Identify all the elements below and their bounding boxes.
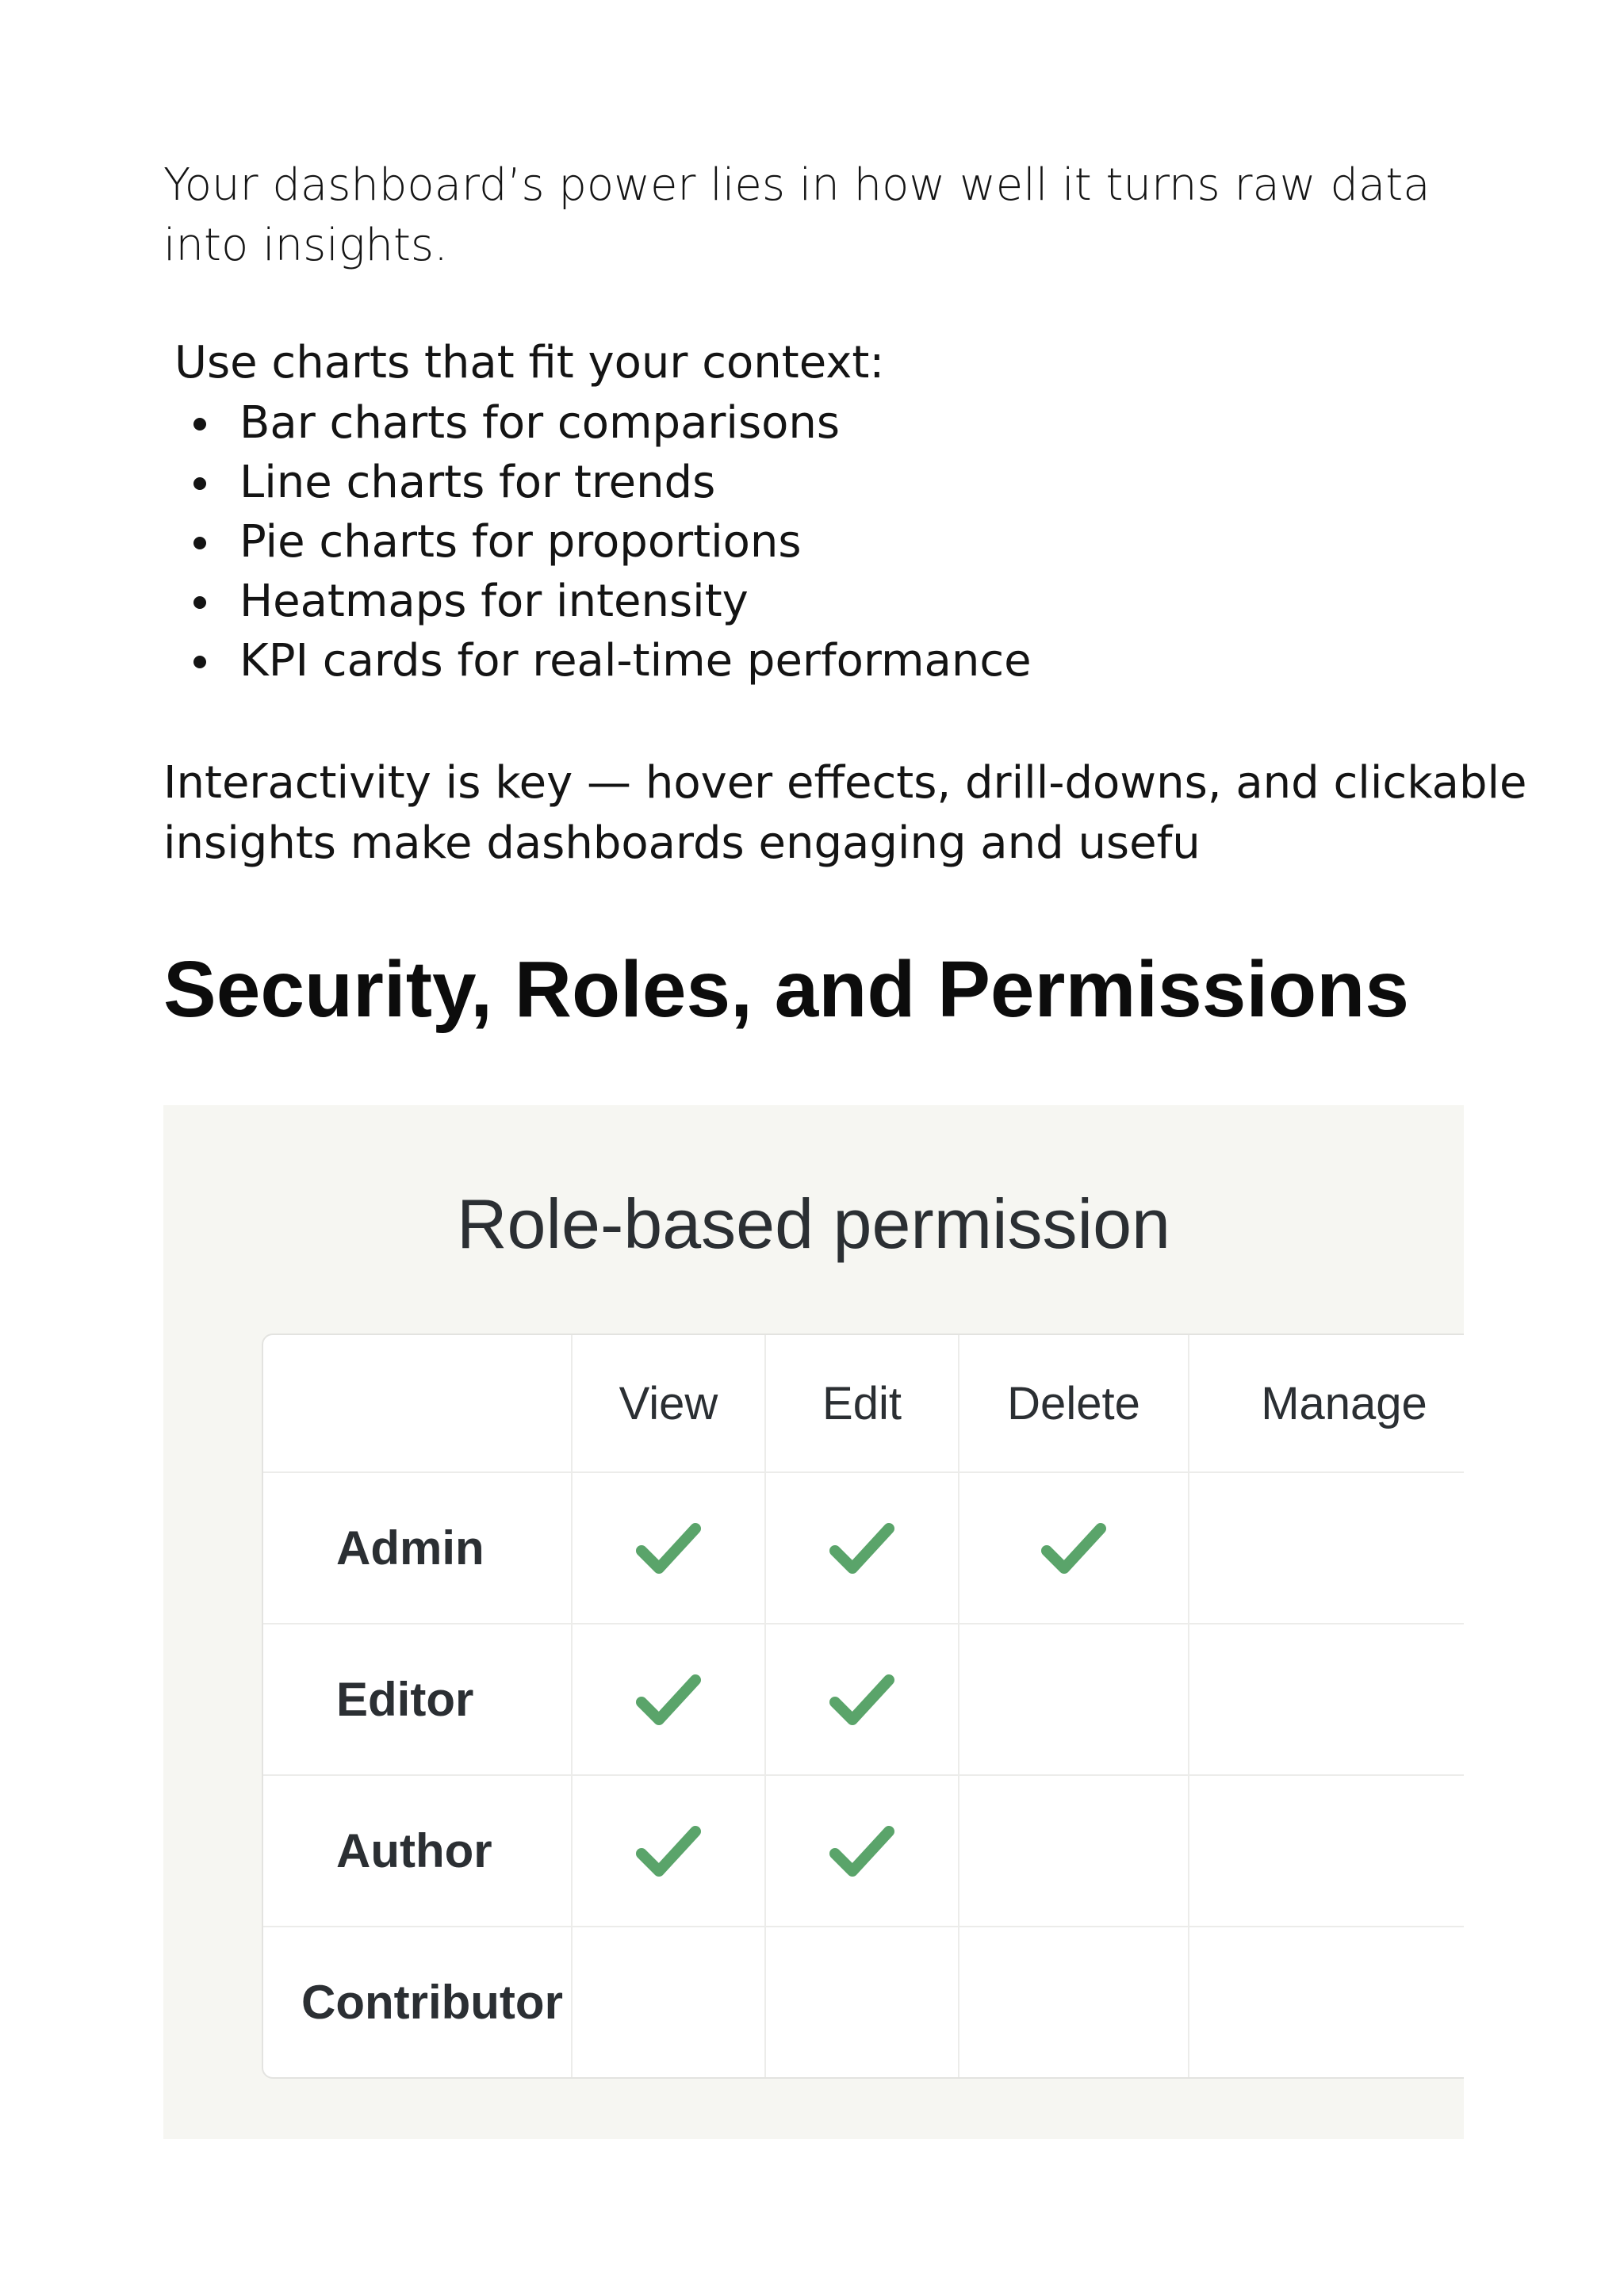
- list-item-label: Heatmaps for intensity: [239, 576, 749, 627]
- table-row: [263, 1624, 1464, 1776]
- permission-cell: [1189, 1776, 1464, 1927]
- check-icon: [959, 1521, 1188, 1576]
- section-heading: Security, Roles, and Permissions: [163, 945, 1409, 1034]
- intro-text: Your dashboard’s power lies in how well it turns raw data into insights.: [163, 159, 1431, 271]
- chart-types-list: [163, 393, 1032, 691]
- table-row: [263, 1473, 1464, 1624]
- role-label: Editor: [263, 1624, 573, 1776]
- list-item-label: KPI cards for real-time performance: [239, 635, 1032, 687]
- bullet-icon: [193, 656, 206, 668]
- check-icon: [766, 1521, 958, 1576]
- role-label: Admin: [263, 1473, 573, 1624]
- list-item: [163, 393, 1032, 453]
- list-item-label: Line charts for trends: [239, 457, 716, 508]
- column-header-delete: Delete: [959, 1335, 1189, 1473]
- permission-cell: [1189, 1473, 1464, 1624]
- permission-cell: [573, 1776, 766, 1927]
- check-icon: [573, 1521, 764, 1576]
- permission-cell: [573, 1927, 766, 2077]
- column-header-edit: Edit: [766, 1335, 959, 1473]
- column-header-manage: Manage: [1189, 1335, 1464, 1473]
- intro-paragraph: [163, 155, 1511, 276]
- permission-cell: [959, 1624, 1189, 1776]
- permission-cell: [766, 1776, 959, 1927]
- permission-cell: [959, 1927, 1189, 2077]
- role-permission-figure: [163, 1105, 1464, 2139]
- bullet-icon: [193, 596, 206, 609]
- permission-cell: [766, 1624, 959, 1776]
- permission-cell: [766, 1473, 959, 1624]
- list-item: [163, 572, 1032, 631]
- interactivity-paragraph: [163, 753, 1559, 874]
- check-icon: [573, 1823, 764, 1879]
- figure-title: Role-based permission: [457, 1184, 1170, 1263]
- check-icon: [766, 1672, 958, 1728]
- bullet-icon: [193, 418, 206, 430]
- permission-cell: [573, 1624, 766, 1776]
- table-row: [263, 1927, 1464, 2077]
- table-header-row: [263, 1335, 1464, 1473]
- permission-table: [262, 1334, 1464, 2079]
- check-icon: [573, 1672, 764, 1728]
- permission-cell: [959, 1473, 1189, 1624]
- table-row: [263, 1776, 1464, 1927]
- list-item-label: Pie charts for proportions: [239, 516, 802, 568]
- permission-cell: [766, 1927, 959, 2077]
- role-label: Contributor: [263, 1927, 573, 2077]
- bullet-icon: [193, 477, 206, 490]
- list-item: [163, 512, 1032, 572]
- permission-cell: [1189, 1624, 1464, 1776]
- bullet-icon: [193, 537, 206, 549]
- permission-cell: [1189, 1927, 1464, 2077]
- charts-lead: Use charts that fit your context:: [174, 337, 885, 388]
- list-item-label: Bar charts for comparisons: [239, 397, 841, 449]
- permission-cell: [959, 1776, 1189, 1927]
- list-item: [163, 631, 1032, 691]
- permission-cell: [573, 1473, 766, 1624]
- role-label: Author: [263, 1776, 573, 1927]
- column-header-view: View: [573, 1335, 766, 1473]
- check-icon: [766, 1823, 958, 1879]
- interactivity-text: Interactivity is key — hover effects, drill-downs, and clickable insights make dashboards engaging and usefu: [163, 757, 1527, 869]
- corner-cell: [263, 1335, 573, 1473]
- list-item: [163, 453, 1032, 512]
